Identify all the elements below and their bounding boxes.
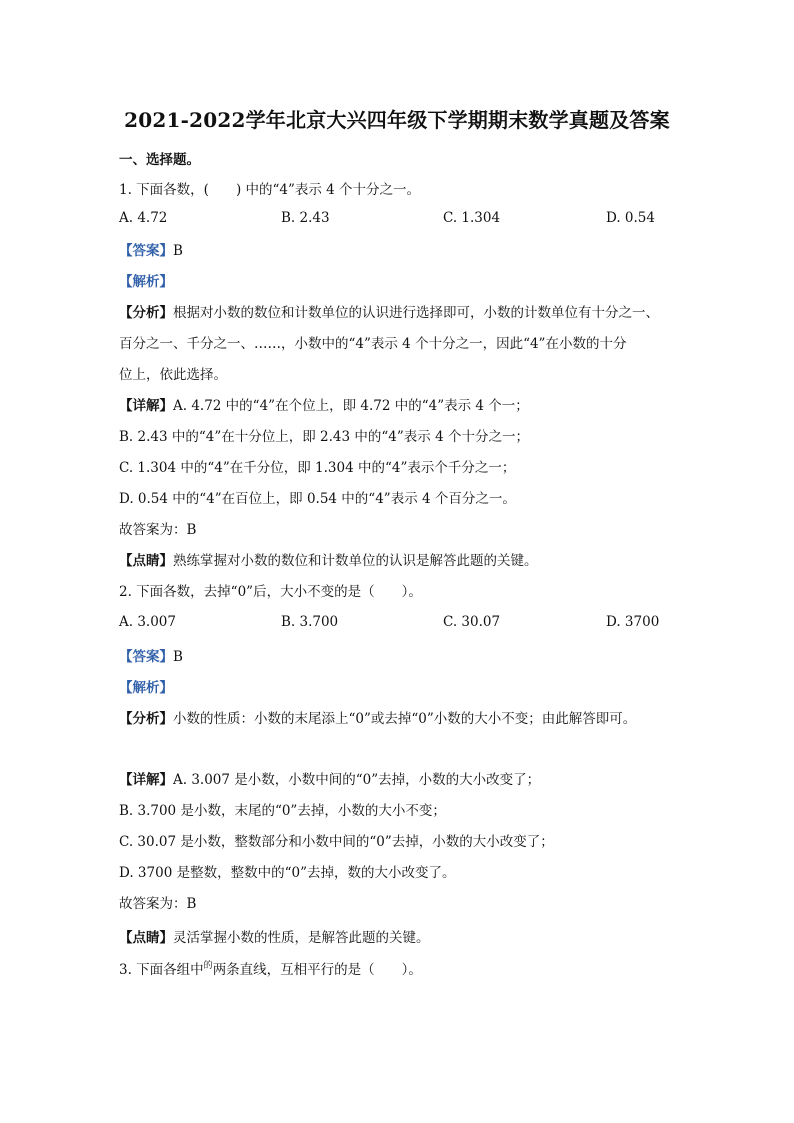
dianjing-text: 熟练掌握对小数的数位和计数单位的认识是解答此题的关键。 [173, 553, 538, 569]
q1-fenxi-line-1 [119, 301, 659, 321]
q1-detail-line-1 [119, 394, 529, 414]
q1-detail-line-4: D. 0.54 中的“4”在百位上，即 0.54 中的“4”表示 4 个百分之一。 [119, 491, 516, 507]
q2-detail-line-1 [119, 768, 540, 788]
q1-analysis [119, 270, 173, 290]
q2-detail-line-2: B. 3.700 是小数，末尾的“0”去掉，小数的大小不变； [119, 803, 446, 819]
q2-answer [119, 645, 183, 665]
answer-tag: 【答案】 [119, 649, 173, 665]
q2-option-d: D. 3700 [606, 614, 660, 630]
detail-tag: 【详解】 [119, 772, 173, 788]
q1-dianjing [119, 549, 538, 569]
q2-stem: 2. 下面各数，去掉“0”后，大小不变的是（ ）。 [119, 584, 422, 600]
detail-text: A. 3.007 是小数，小数中间的“0”去掉，小数的大小改变了； [173, 772, 541, 788]
q1-stem: 1. 下面各数，( ) 中的“4”表示 4 个十分之一。 [119, 182, 421, 198]
fenxi-tag: 【分析】 [119, 305, 173, 321]
answer-value: B [173, 649, 183, 665]
q1-option-c: C. 1.304 [443, 210, 501, 226]
dianjing-tag: 【点睛】 [119, 553, 173, 569]
q2-option-c: C. 30.07 [443, 614, 501, 630]
q2-option-b: B. 3.700 [281, 614, 339, 630]
q1-answer [119, 239, 183, 259]
q3-stem-sup: 的 [203, 961, 213, 971]
q2-detail-line-3: C. 30.07 是小数，整数部分和小数中间的“0”去掉，小数的大小改变了； [119, 834, 554, 850]
q1-conclusion: 故答案为：B [119, 522, 197, 538]
fenxi-tag: 【分析】 [119, 711, 173, 727]
section-heading: 一、选择题。 [119, 152, 200, 168]
q2-option-a: A. 3.007 [119, 614, 176, 630]
q1-option-d: D. 0.54 [606, 210, 655, 226]
q2-analysis [119, 676, 173, 696]
q2-detail-line-4: D. 3700 是整数，整数中的“0”去掉，数的大小改变了。 [119, 865, 456, 881]
q1-detail-line-3: C. 1.304 中的“4”在千分位，即 1.304 中的“4”表示个千分之一； [119, 460, 516, 476]
q3-stem-post: 两条直线，互相平行的是（ ）。 [212, 962, 422, 978]
q3-stem-pre: 3. 下面各组中 [119, 962, 204, 978]
q2-dianjing [119, 926, 430, 946]
q1-detail-line-2: B. 2.43 中的“4”在十分位上，即 2.43 中的“4”表示 4 个十分之一； [119, 429, 529, 445]
detail-text: A. 4.72 中的“4”在个位上，即 4.72 中的“4”表示 4 个一； [173, 398, 529, 414]
q2-fenxi-line-1 [119, 707, 636, 727]
answer-tag: 【答案】 [119, 243, 173, 259]
q2-conclusion: 故答案为：B [119, 896, 197, 912]
analysis-tag: 【解析】 [119, 680, 173, 696]
document-title: 2021-2022学年北京大兴四年级下学期期末数学真题及答案 [124, 108, 670, 132]
q1-fenxi-line-3: 位上，依此选择。 [119, 367, 227, 383]
q1-option-a: A. 4.72 [119, 210, 168, 226]
q1-option-b: B. 2.43 [281, 210, 330, 226]
fenxi-text: 根据对小数的数位和计数单位的认识进行选择即可，小数的计数单位有十分之一、 [173, 305, 659, 321]
q3-stem [119, 958, 422, 978]
dianjing-tag: 【点睛】 [119, 930, 173, 946]
fenxi-text: 小数的性质：小数的末尾添上“0”或去掉“0”小数的大小不变；由此解答即可。 [173, 711, 637, 727]
detail-tag: 【详解】 [119, 398, 173, 414]
q1-fenxi-line-2: 百分之一、千分之一、……，小数中的“4”表示 4 个十分之一，因此“4”在小数的十分 [119, 336, 627, 352]
dianjing-text: 灵活掌握小数的性质，是解答此题的关键。 [173, 930, 430, 946]
analysis-tag: 【解析】 [119, 274, 173, 290]
answer-value: B [173, 243, 183, 259]
